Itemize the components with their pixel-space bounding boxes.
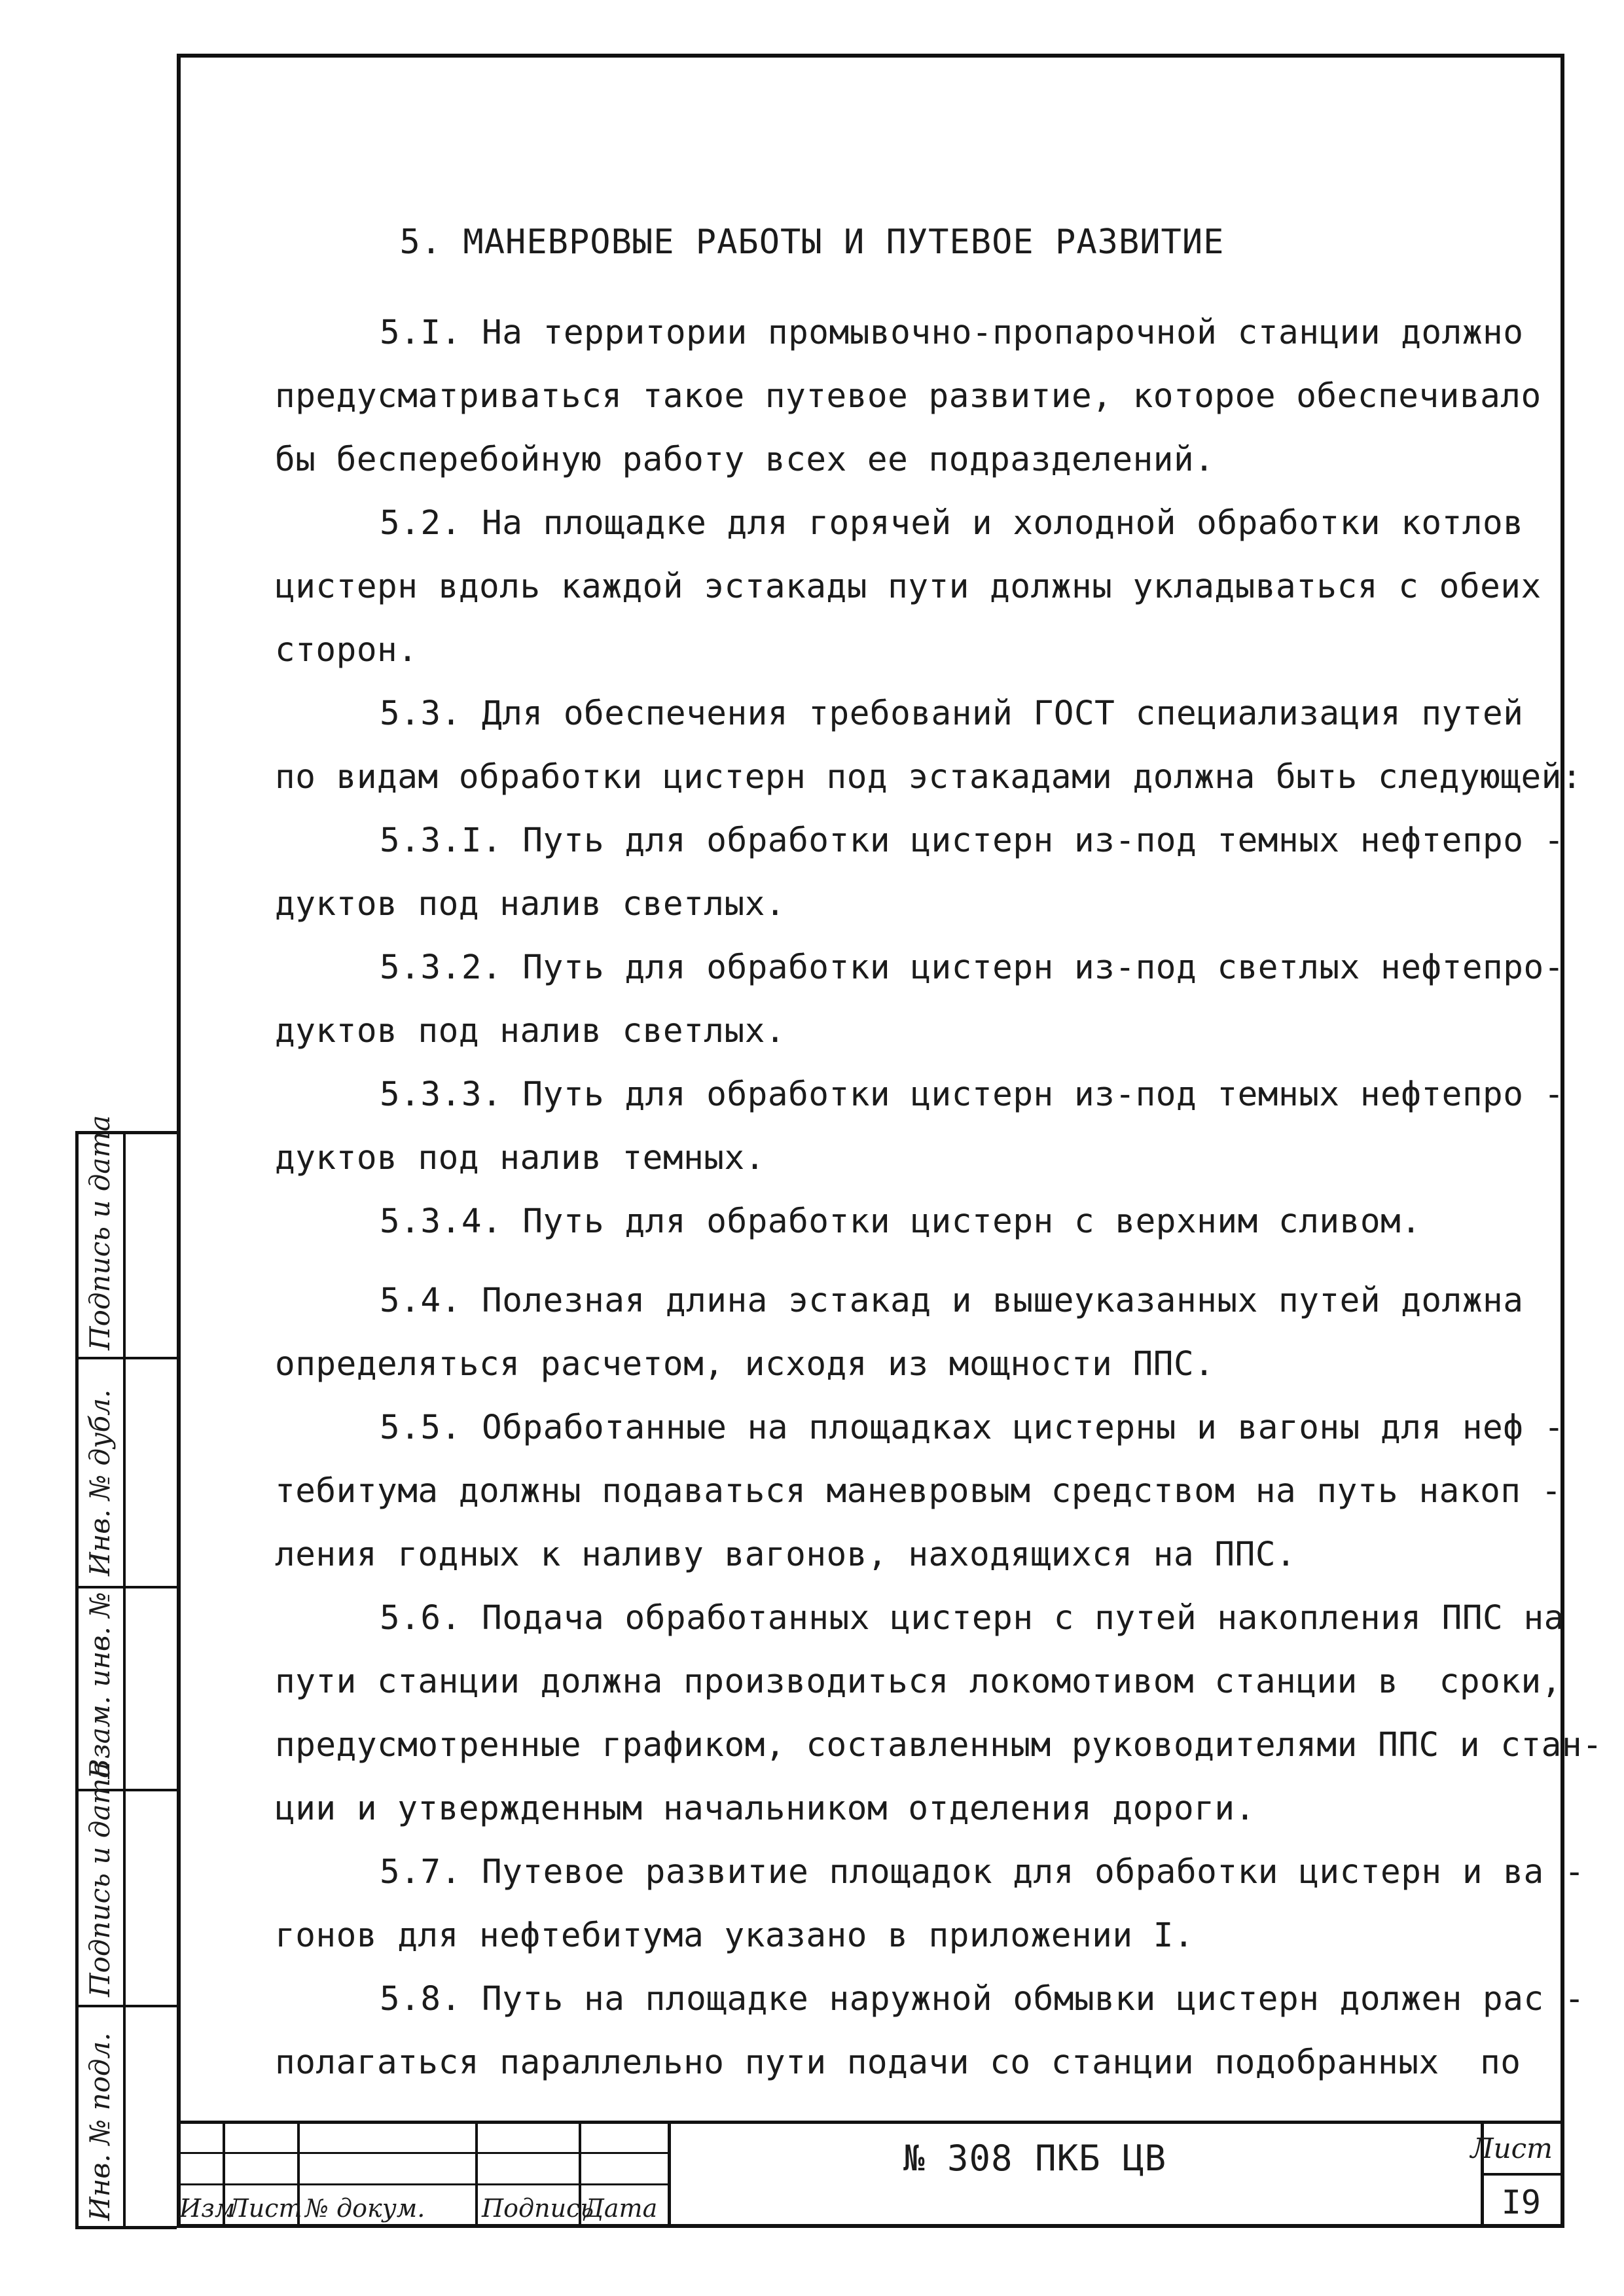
tb-row-line	[177, 2183, 668, 2185]
text-line: дуктов под налив светлых.	[275, 885, 786, 924]
text-line: полагаться параллельно пути подачи со станции подобранных по	[275, 2043, 1521, 2082]
text-line: ции и утвержденным начальником отделения дороги.	[275, 1789, 1255, 1828]
text-line: предусмотренные графиком, составленным руководителями ППС и стан-	[275, 1726, 1603, 1765]
strip-divider	[79, 1586, 177, 1588]
text-line: цистерн вдоль каждой эстакады пути должны укладываться с обеих	[275, 567, 1542, 606]
text-line: 5.5. Обработанные на площадках цистерны и вагоны для неф -	[380, 1408, 1564, 1447]
text-line: 5.3.4. Путь для обработки цистерн с верхним сливом.	[380, 1202, 1422, 1241]
text-line: бы бесперебойную работу всех ее подразделений.	[275, 440, 1215, 479]
text-line: 5.3.I. Путь для обработки цистерн из-под темных нефтепро -	[380, 821, 1564, 860]
tb-sheet-divider	[1481, 2173, 1564, 2176]
tb-top-line	[177, 2121, 1564, 2124]
text-line: 5.3. Для обеспечения требований ГОСТ специализация путей	[380, 694, 1524, 733]
tb-col-doc: № докум.	[305, 2194, 425, 2223]
text-line: 5.2. На площадке для горячей и холодной обработки котлов	[380, 504, 1524, 543]
tb-col-signature: Подпись	[482, 2194, 594, 2223]
text-line: сторон.	[275, 631, 418, 670]
tb-col-line	[475, 2121, 478, 2228]
title-block	[177, 2121, 1564, 2228]
strip-label-inv-podl: Инв. № подл.	[84, 2032, 116, 2221]
section-heading: 5. МАНЕВРОВЫЕ РАБОТЫ И ПУТЕВОЕ РАЗВИТИЕ	[399, 223, 1225, 262]
text-line: 5.I. На территории промывочно-пропарочной станции должно	[380, 314, 1524, 352]
document-body	[275, 301, 1603, 2094]
tb-col-line	[668, 2121, 671, 2228]
text-line: 5.6. Подача обработанных цистерн с путей накопления ППС на	[380, 1599, 1564, 1638]
tb-col-izm: Изм	[179, 2194, 236, 2223]
strip-label-vzam-inv: Взам. инв. №	[84, 1592, 116, 1779]
strip-label-podpis-data-2: Подпись и дата	[84, 1115, 116, 1350]
sheet-label: Лист	[1470, 2132, 1553, 2164]
tb-col-list: Лист	[228, 2194, 302, 2223]
text-line: 5.4. Полезная длина эстакад и вышеуказанных путей должна	[380, 1282, 1524, 1320]
strip-label-podpis-data-1: Подпись и дата	[84, 1761, 116, 1997]
text-line: пути станции должна производиться локомотивом станции в сроки,	[275, 1662, 1562, 1701]
side-annotation-strip	[75, 1115, 177, 2229]
tb-col-date: Дата	[584, 2194, 658, 2223]
text-line: 5.8. Путь на площадке наружной обмывки цистерн должен рас -	[380, 1980, 1585, 2018]
text-line: определяться расчетом, исходя из мощности ППС.	[275, 1345, 1215, 1384]
sheet-number: I9	[1501, 2183, 1541, 2221]
text-line: дуктов под налив светлых.	[275, 1012, 786, 1050]
text-line: 5.3.2. Путь для обработки цистерн из-под светлых нефтепро-	[380, 948, 1564, 987]
text-line: 5.7. Путевое развитие площадок для обработки цистерн и ва -	[380, 1853, 1585, 1892]
text-line: гонов для нефтебитума указано в приложении I.	[275, 1916, 1195, 1955]
text-line: 5.3.3. Путь для обработки цистерн из-под темных нефтепро -	[380, 1075, 1564, 1114]
strip-label-inv-dubl: Инв. № дубл.	[84, 1389, 116, 1576]
strip-divider	[79, 1357, 177, 1359]
strip-divider	[79, 2005, 177, 2007]
text-line: дуктов под налив темных.	[275, 1139, 765, 1177]
text-line: тебитума должны подаваться маневровым средством на путь накоп -	[275, 1472, 1562, 1511]
text-line: предусматриваться такое путевое развитие, которое обеспечивало	[275, 377, 1542, 416]
tb-row-line	[177, 2152, 668, 2154]
text-line: ления годных к наливу вагонов, находящихся на ППС.	[275, 1535, 1297, 1574]
document-number: № 308 ПКБ ЦВ	[903, 2138, 1167, 2179]
text-line: по видам обработки цистерн под эстакадами должна быть следующей:	[275, 758, 1583, 797]
